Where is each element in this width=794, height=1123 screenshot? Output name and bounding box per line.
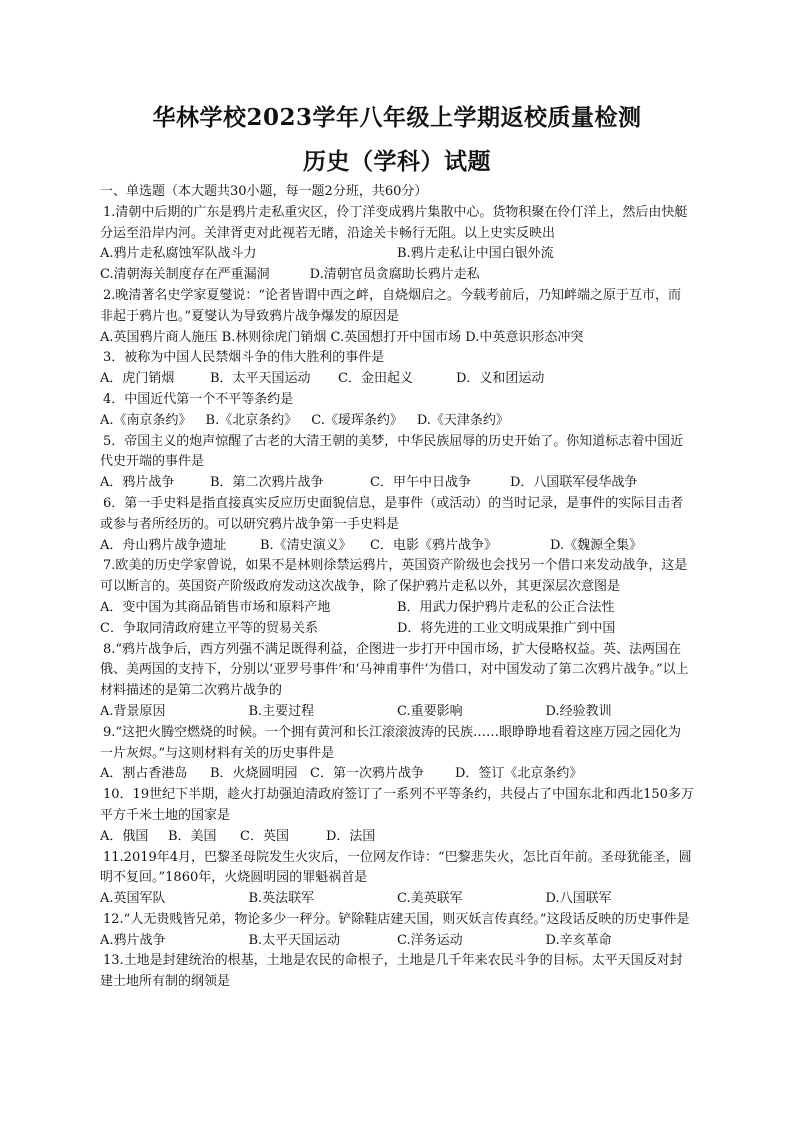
option-a: A.《南京条约》 — [100, 412, 192, 428]
option-d: D.清朝官员贪腐助长鸦片走私 — [309, 267, 480, 283]
question-1 — [100, 203, 694, 286]
option-d: D．签订《北京条约》 — [455, 766, 583, 782]
question-options — [100, 598, 694, 619]
question-options — [100, 265, 694, 286]
question-stem: 5．帝国主义的炮声惊醒了古老的大清王朝的美梦，中华民族屈辱的历史开始了。你知道标志着中国近代史开端的事件是 — [100, 433, 684, 470]
question-11 — [100, 848, 694, 910]
question-stem: 4．中国近代第一个不平等条约是 — [103, 391, 294, 407]
question-stem: 8.“鸦片战争后，西方列强不满足既得利益，企图进一步打开中国市场，扩大侵略权益。英、法两国在俄、美两国的支持下，分别以‘亚罗号事件’和‘马神甫事件’为借口，对中国发动了第二次鸦片战争。”以上材料描述的是第二次鸦片战争的 — [100, 641, 689, 699]
question-stem: 11.2019年4月，巴黎圣母院发生火灾后，一位网友作诗：“巴黎悲失火，怎比百年前。圣母犹能圣，圆明不复回。”1860年，火烧圆明园的罪魁祸首是 — [100, 849, 692, 886]
option-b: B.林则徐虎门销烟 — [221, 329, 327, 345]
option-b: B.鸦片走私让中国白银外流 — [397, 246, 554, 262]
option-a: A.背景原因 — [100, 703, 166, 719]
question-stem: 2.晚清著名史学家夏燮说：“论者皆谓中西之衅，自烧烟启之。今载考前后，乃知衅端之原于互市，而非起于鸦片也。”夏燮认为导致鸦片战争爆发的原因是 — [100, 287, 682, 324]
question-options — [100, 827, 694, 848]
option-d: D.八国联军 — [545, 891, 612, 907]
option-d: D．法国 — [326, 828, 376, 844]
option-d: D．义和团运动 — [456, 371, 545, 387]
question-options — [100, 702, 694, 723]
option-c: C．甲午中日战争 — [370, 475, 471, 491]
question-stem: 6．第一手史料是指直接真实反应历史面貌信息，是事件（或活动）的当时记录，是事件的实际目击者或参与者所经历的。可以研究鸦片战争第一手史料是 — [100, 495, 684, 532]
option-c: C．金田起义 — [338, 371, 413, 387]
option-b: B．用武力保护鸦片走私的公正合法性 — [397, 599, 615, 615]
option-b: B.英法联军 — [248, 891, 315, 907]
option-b: B.《清史演义》 — [260, 537, 352, 553]
question-4 — [100, 390, 694, 432]
question-stem: 1.清朝中后期的广东是鸦片走私重灾区，伶丁洋变成鸦片集散中心。货物积聚在伶仃洋上，然后由快艇分运至沿岸内河。关津胥吏对此视若无睹，沿途关卡畅行无阻。以上史实反映出 — [100, 204, 688, 241]
option-c: C.美英联军 — [397, 891, 463, 907]
option-d: D.中英意识形态冲突 — [465, 329, 584, 345]
option-b: B.太平天国运动 — [248, 932, 341, 948]
option-c: C．电影《鸦片战争》 — [370, 537, 497, 553]
option-d: D.经验教训 — [545, 703, 612, 719]
option-b: B．第二次鸦片战争 — [210, 475, 324, 491]
question-3 — [100, 348, 694, 390]
option-c: C.洋务运动 — [397, 932, 463, 948]
option-c: C．第一次鸦片战争 — [310, 766, 424, 782]
exam-subtitle: 历史（学科）试题 — [303, 148, 491, 175]
question-6 — [100, 494, 694, 556]
option-a: A．舟山鸦片战争遗址 — [100, 537, 227, 553]
option-d: D．将先进的工业文明成果推广到中国 — [397, 620, 616, 636]
question-options — [100, 764, 694, 785]
option-b: B.主要过程 — [248, 703, 315, 719]
option-b: B.《北京条约》 — [205, 412, 298, 428]
question-8 — [100, 640, 694, 723]
option-d: D.《魏源全集》 — [550, 537, 643, 553]
question-stem: 10．19世纪下半期，趁火打劫强迫清政府签订了一系列不平等条约，共侵占了中国东北和西北150多万平方千米土地的国家是 — [100, 787, 694, 823]
option-b: B．太平天国运动 — [210, 371, 311, 387]
option-c: C．英国 — [240, 828, 289, 844]
option-d: D．八国联军侵华战争 — [510, 475, 638, 491]
question-options — [100, 244, 694, 265]
question-9 — [100, 723, 694, 785]
question-options — [100, 536, 694, 557]
question-13 — [100, 951, 694, 993]
option-a: A.鸦片走私腐蚀军队战斗力 — [100, 246, 257, 262]
option-c: C.重要影响 — [397, 703, 463, 719]
option-c: C.清朝海关制度存在严重漏洞 — [100, 267, 270, 283]
question-options — [100, 473, 694, 494]
option-a: A．虎门销烟 — [100, 371, 175, 387]
option-d: D.《天津条约》 — [416, 412, 509, 428]
option-c: C．争取同清政府建立平等的贸易关系 — [100, 620, 318, 636]
option-b: B．火烧圆明园 — [210, 766, 298, 782]
question-options — [100, 889, 694, 910]
question-2 — [100, 286, 694, 348]
option-d: D.辛亥革命 — [545, 932, 612, 948]
option-a: A．俄国 — [100, 828, 149, 844]
option-c: C.《瑷珲条约》 — [311, 412, 403, 428]
section-heading: 一、单选题（本大题共30小题，每一题2分班，共60分） — [100, 184, 428, 199]
option-a: A.英国鸦片商人施压 — [100, 329, 218, 345]
option-a: A．鸦片战争 — [100, 475, 175, 491]
question-stem: 3．被称为中国人民禁烟斗争的伟大胜利的事件是 — [103, 350, 385, 366]
question-12 — [100, 910, 694, 952]
option-c: C.英国想打开中国市场 — [330, 329, 462, 345]
question-options — [100, 328, 694, 349]
question-stem: 12.“人无贵贱皆兄弟，物论多少一秤分。铲除鞋店建天国，则灭妖言传真经。”这段话反映的历史事件是 — [103, 911, 690, 927]
question-10 — [100, 785, 694, 847]
option-b: B．美国 — [168, 828, 217, 844]
question-stem: 9.“这把火腾空燃烧的时候。一个拥有黄河和长江滚滚波涛的民族……眼睁睁地看着这座万园之园化为一片灰烬。”与这则材料有关的历史事件是 — [100, 724, 682, 761]
question-options — [100, 931, 694, 952]
exam-content — [100, 102, 694, 993]
option-a: A.英国军队 — [100, 891, 166, 907]
option-a: A．变中国为其商品销售市场和原料产地 — [100, 599, 331, 615]
option-a: A.鸦片战争 — [100, 932, 166, 948]
question-options — [100, 411, 694, 432]
question-7 — [100, 556, 694, 639]
question-options — [100, 369, 694, 390]
exam-title: 华林学校2023学年八年级上学期返校质量检测 — [152, 104, 642, 131]
question-stem: 7.欧美的历史学家曾说，如果不是林则徐禁运鸦片，英国资产阶级也会找另一个借口来发动战争，这是可以断言的。英国资产阶级政府发动这次战争，除了保护鸦片走私以外，其更深层次意图是 — [100, 558, 688, 595]
question-stem: 13.土地是封建统治的根基，土地是农民的命根子，土地是几千年来农民斗争的目标。太平天国反对封建土地所有制的纲领是 — [100, 953, 683, 990]
question-options — [100, 619, 694, 640]
option-a: A．割占香港岛 — [100, 766, 188, 782]
question-5 — [100, 432, 694, 494]
